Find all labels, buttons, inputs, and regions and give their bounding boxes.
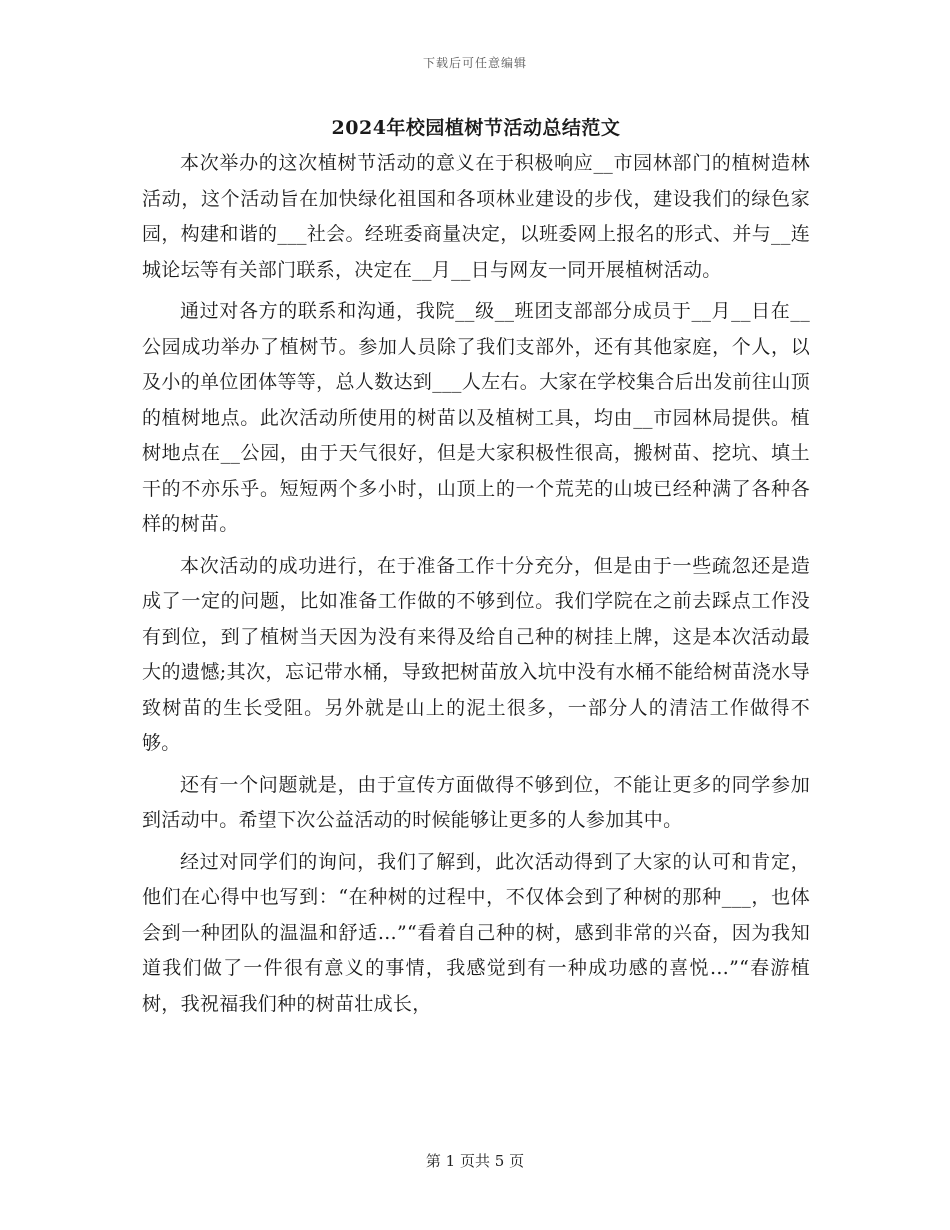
page-footer: 第 1 页共 5 页 [425,1152,525,1170]
paragraph-2: 通过对各方的联系和沟通，我院__级__班团支部部分成员于__月__日在__公园成功举办了植树节。参加人员除了我们支部外，还有其他家庭，个人，以及小的单位团体等等，总人数达到___人左右。大家在学校集合后出发前往山顶的植树地点。此次活动所使用的树苗以及植树工具，均由__市园林局提供。植树地点在__公园，由于天气很好，但是大家积极性很高，搬树苗、挖坑、填土干的不亦乐乎。短短两个多小时，山顶上的一个荒芜的山坡已经种满了各种各样的树苗。 [142,300,810,535]
paragraph-1: 本次举办的这次植树节活动的意义在于积极响应__市园林部门的植树造林活动，这个活动旨在加快绿化祖国和各项林业建设的步伐，建设我们的绿色家园，构建和谐的___社会。经班委商量决定，以班委网上报名的形式、并与__连城论坛等有关部门联系，决定在__月__日与网友一同开展植树活动。 [142,152,810,281]
paragraph-4: 还有一个问题就是，由于宣传方面做得不够到位，不能让更多的同学参加到活动中。希望下次公益活动的时候能够让更多的人参加其中。 [142,773,810,831]
document-title: 2024年校园植树节活动总结范文 [331,117,621,139]
paragraph-3: 本次活动的成功进行，在于准备工作十分充分，但是由于一些疏忽还是造成了一定的问题，比如准备工作做的不够到位。我们学院在之前去踩点工作没有到位，到了植树当天因为没有来得及给自己种的树挂上牌，这是本次活动最大的遗憾;其次，忘记带水桶，导致把树苗放入坑中没有水桶不能给树苗浇水导致树苗的生长受阻。另外就是山上的泥土很多，一部分人的清洁工作做得不够。 [142,554,810,754]
document-body [142,112,810,1028]
page-header: 下载后可任意编辑 [422,56,527,70]
paragraph-5: 经过对同学们的询问，我们了解到，此次活动得到了大家的认可和肯定，他们在心得中也写到：“在种树的过程中，不仅体会到了种树的那种___，也体会到一种团队的温温和舒适…”“看着自己种的树，感到非常的兴奋，因为我知道我们做了一件很有意义的事情，我感觉到有一种成功感的喜悦…”“春游植树，我祝福我们种的树苗壮成长， [142,850,810,1015]
